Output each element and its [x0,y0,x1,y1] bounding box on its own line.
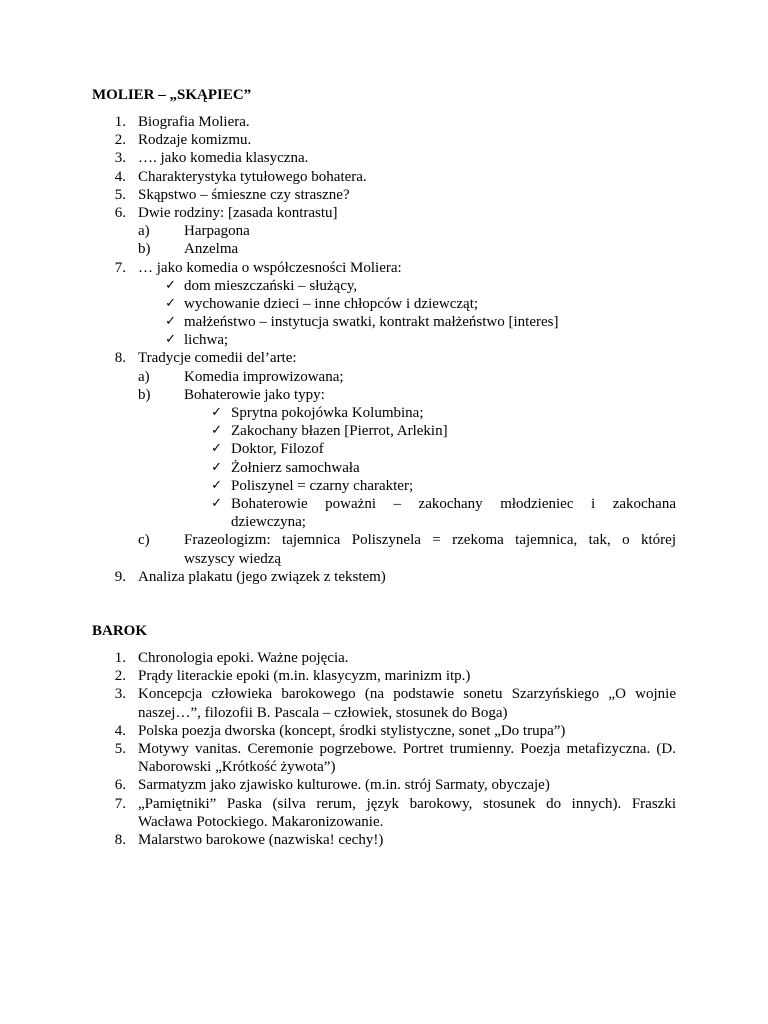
item-letter: a) [138,368,150,385]
item-text: Poliszynel = czarny charakter; [231,477,414,494]
item-number: 8. [114,350,126,367]
item-text: Polska poezja dworska (koncept, środki stylistyczne, sonet „Do trupa”) [138,722,566,739]
item-number: 3. [114,686,126,703]
item-text: wszyscy wiedzą [184,550,282,567]
item-text: Naborowski „Krótkość żywota”) [138,759,336,776]
item-letter: b) [138,386,151,403]
checklist-item [0,404,768,422]
checklist-item [0,295,768,313]
item-letter: a) [138,223,150,240]
item-text: Malarstwo barokowe (nazwiska! cechy!) [138,831,384,848]
checkmark-icon: ✓ [165,295,176,311]
item-number: 4. [114,168,126,185]
item-text: Komedia improwizowana; [184,368,344,385]
item-text: Harpagona [184,223,250,240]
checklist-item [0,313,768,331]
item-text: Skąpstwo – śmieszne czy straszne? [138,186,350,203]
sub-list-item [0,222,768,240]
item-text: Wacława Potockiego. Makaronizowanie. [138,813,384,830]
item-text: Bohaterowie poważni – zakochany młodzieniec i zakochana [231,495,676,512]
item-text: Chronologia epoki. Ważne pojęcia. [138,650,349,666]
sub-list-item [0,240,768,258]
list-item [0,149,768,167]
list-item [0,685,768,703]
item-letter: c) [138,532,150,549]
item-number: 1. [114,650,126,666]
checklist-item [0,495,768,513]
checklist-item [0,477,768,495]
checkmark-icon: ✓ [165,314,176,330]
item-number: 6. [114,204,126,221]
sub-list-item [0,386,768,404]
sub-list-item [0,368,768,386]
item-text: wychowanie dzieci – inne chłopców i dziewcząt; [184,295,479,312]
checklist-item [0,331,768,349]
item-text: Anzelma [184,241,239,258]
molier-list [0,113,768,586]
list-item [0,795,768,813]
item-number: 2. [114,132,126,149]
checkmark-icon: ✓ [211,405,222,420]
checklist-item [0,440,768,458]
item-text: Analiza plakatu (jego związek z tekstem) [138,568,386,585]
checkmark-icon: ✓ [211,495,222,511]
item-number: 7. [114,259,126,276]
checkmark-icon: ✓ [165,277,176,293]
list-item [0,349,768,367]
item-text: …. jako komedia klasyczna. [138,150,309,167]
list-item [0,667,768,685]
item-text: małżeństwo – instytucja swatki, kontrakt małżeństwo [interes] [184,314,559,331]
section-heading-molier: MOLIER – „SKĄPIEC” [92,87,252,103]
list-item [0,131,768,149]
list-item [0,259,768,277]
item-text: „Pamiętniki” Paska (silva rerum, język barokowy, stosunek do innych). Fraszki [138,795,676,812]
list-item [0,649,768,667]
list-item [0,568,768,586]
item-number: 1. [114,114,126,130]
checkmark-icon: ✓ [211,459,222,475]
sub-list-item [0,531,768,549]
item-number: 4. [114,722,126,739]
item-text: Sarmatyzm jako zjawisko kulturowe. (m.in. strój Sarmaty, obyczaje) [138,777,550,794]
item-number: 2. [114,668,126,685]
checkmark-icon: ✓ [211,423,222,439]
list-item [0,113,768,131]
item-text: Biografia Moliera. [138,114,250,130]
item-text: Tradycje comedii del’arte: [138,350,297,367]
item-text: Dwie rodziny: [zasada kontrastu] [138,204,338,221]
list-item [0,776,768,794]
list-item-continuation [0,813,768,831]
checklist-item [0,277,768,295]
checkmark-icon: ✓ [211,441,222,457]
item-text: Sprytna pokojówka Kolumbina; [231,405,424,421]
item-text: Żołnierz samochwała [231,459,360,476]
item-text: Koncepcja człowieka barokowego (na podstawie sonetu Szarzyńskiego „O wojnie [138,686,676,703]
list-item [0,831,768,849]
item-number: 5. [114,740,126,757]
list-item [0,740,768,758]
item-text: dziewczyna; [231,514,306,531]
item-number: 9. [114,568,126,585]
checklist-item [0,459,768,477]
item-text: Charakterystyka tytułowego bohatera. [138,168,367,185]
checkmark-icon: ✓ [165,332,176,348]
list-item-continuation [0,704,768,722]
item-text: dom mieszczański – służący, [184,277,358,294]
barok-list [0,649,768,849]
checklist-item [0,422,768,440]
item-number: 6. [114,777,126,794]
sub-list-item-continuation [0,550,768,568]
item-number: 3. [114,150,126,167]
list-item-continuation [0,758,768,776]
item-text: Rodzaje komizmu. [138,132,252,149]
list-item [0,722,768,740]
item-text: Doktor, Filozof [231,441,324,458]
item-text: Bohaterowie jako typy: [184,386,325,403]
item-text: Prądy literackie epoki (m.in. klasycyzm, marinizm itp.) [138,668,471,685]
item-text: naszej…”, filozofii B. Pascala – człowiek, stosunek do Boga) [138,704,508,721]
item-text: Frazeologizm: tajemnica Poliszynela = rzekoma tajemnica, tak, o której [184,532,676,549]
item-text: Zakochany błazen [Pierrot, Arlekin] [231,423,448,440]
section-heading-barok: BAROK [92,623,148,639]
item-text: lichwa; [184,332,229,349]
list-item [0,168,768,186]
checkmark-icon: ✓ [211,477,222,493]
item-letter: b) [138,241,151,258]
item-text: … jako komedia o współczesności Moliera: [138,259,402,276]
item-text: Motywy vanitas. Ceremonie pogrzebowe. Portret trumienny. Poezja metafizyczna. (D. [138,740,676,757]
checklist-item-continuation [0,513,768,531]
list-item [0,186,768,204]
item-number: 5. [114,186,126,203]
list-item [0,204,768,222]
item-number: 8. [114,831,126,848]
item-number: 7. [114,795,126,812]
